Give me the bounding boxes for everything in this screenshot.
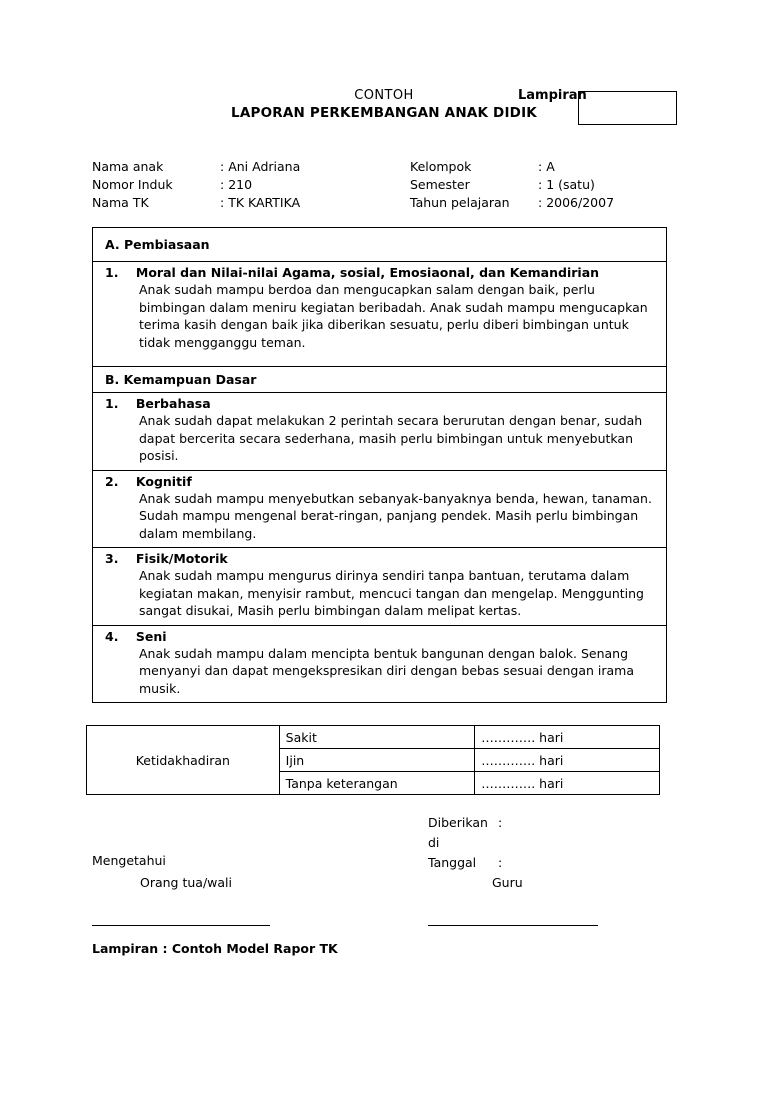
document-page: [0, 88, 768, 1112]
attendance-value: …………. hari: [475, 749, 660, 772]
report-item: [93, 626, 666, 703]
attendance-value: …………. hari: [475, 726, 660, 749]
attendance-kind: Tanpa keterangan: [279, 772, 475, 795]
attendance-value: …………. hari: [475, 772, 660, 795]
report-item-number: 1.: [105, 265, 119, 280]
report-item-heading: Berbahasa: [135, 396, 211, 411]
report-item-title: [105, 265, 658, 280]
value: 2006/2007: [546, 195, 615, 210]
identity-grid: [92, 158, 676, 211]
issue-place-row: [428, 813, 502, 853]
sep: :: [220, 177, 229, 192]
issue-date-sep: :: [498, 855, 503, 870]
title-contoh: CONTOH: [354, 88, 414, 103]
teacher-signature-label: Guru: [492, 875, 523, 890]
value: 1 (satu): [546, 177, 595, 192]
identity-label-tahun-pelajaran: Tahun pelajaran: [410, 195, 510, 210]
parent-signature-label: Orang tua/wali: [140, 875, 232, 890]
report-item-number: 2.: [105, 473, 119, 489]
issue-date-label: Tanggal: [428, 855, 477, 870]
document-header: [0, 88, 768, 136]
sep: :: [538, 177, 547, 192]
sep: :: [220, 195, 229, 210]
report-item-heading: Fisik/Motorik: [135, 551, 228, 566]
page-title: LAPORAN PERKEMBANGAN ANAK DIDIK: [231, 105, 537, 121]
issue-info: [428, 813, 502, 873]
lampiran-label: Lampiran: [518, 88, 587, 103]
report-item-number: 3.: [105, 551, 119, 566]
report-item: [93, 471, 666, 549]
report-item-heading: Kognitif: [135, 473, 192, 489]
report-item-number: 4.: [105, 628, 119, 644]
section-heading-pembiasaan: A. Pembiasaan: [93, 228, 666, 262]
identity-value-tahun-pelajaran: [538, 194, 678, 211]
report-item-title: [105, 551, 658, 566]
signature-area: [0, 813, 768, 933]
issue-place-label: Diberikan di: [428, 815, 488, 850]
report-item-heading: Seni: [135, 628, 167, 644]
identity-label-semester: Semester: [410, 177, 470, 192]
report-item-body: Anak sudah mampu dalam mencipta bentuk bangunan dengan balok. Senang menyanyi dan dapat mengekspresikan diri dengan bebas sesuai dengan irama musik.: [139, 645, 635, 696]
attendance-label: Ketidakhadiran: [87, 726, 280, 795]
value: A: [546, 159, 555, 174]
mengetahui-label: Mengetahui: [92, 853, 166, 868]
value: Ani Adriana: [228, 159, 301, 174]
identity-value-nomor-induk: [220, 176, 410, 193]
report-item-body: Anak sudah dapat melakukan 2 perintah secara berurutan dengan benar, sudah dapat bercerita secara sederhana, masih perlu bimbingan untuk menyebutkan posisi.: [139, 413, 643, 463]
identity-label-nomor-induk: Nomor Induk: [92, 177, 173, 192]
report-item-title: [105, 396, 658, 411]
teacher-signature-line: [428, 925, 598, 926]
identity-value-semester: [538, 176, 678, 193]
report-item-number: 1.: [105, 396, 119, 411]
section-a-body: [93, 262, 666, 367]
issue-place-sep: :: [498, 815, 503, 830]
identity-value-nama-tk: [220, 194, 410, 211]
sep: :: [538, 195, 547, 210]
value: 210: [228, 177, 253, 192]
identity-label-kelompok: Kelompok: [410, 159, 472, 174]
report-item: [93, 548, 666, 626]
report-item-title: [105, 474, 658, 489]
table-row: [87, 726, 660, 749]
identity-label-nama-anak: Nama anak: [92, 159, 164, 174]
report-item-body: Anak sudah mampu mengurus dirinya sendiri tanpa bantuan, terutama dalam kegiatan makan, menyisir rambut, mencuci tangan dan mengelap. Menggunting sangat disukai, Masih perlu bimbingan dalam melipat kertas.: [139, 568, 644, 618]
sep: :: [220, 159, 229, 174]
report-item-title: [105, 629, 658, 644]
report-item-heading: Moral dan Nilai-nilai Agama, sosial, Emosiaonal, dan Kemandirian: [135, 265, 600, 280]
report-item: [93, 393, 666, 471]
report-item-body: Anak sudah mampu berdoa dan mengucapkan salam dengan baik, perlu bimbingan dalam meniru kegiatan beribadah. Anak sudah mampu mengucapkan terima kasih dengan baik jika diberikan sesuatu, perlu diberi bimbingan untuk tidak mengganggu teman.: [139, 282, 648, 350]
report-item: [93, 262, 666, 356]
issue-date-row: [428, 853, 502, 873]
attendance-kind: Sakit: [279, 726, 475, 749]
report-table: [92, 227, 667, 703]
lampiran-box: [578, 91, 677, 125]
parent-signature-line: [92, 925, 270, 926]
footer-note: Lampiran : Contoh Model Rapor TK: [92, 941, 338, 956]
report-item-body: Anak sudah mampu menyebutkan sebanyak-banyaknya benda, hewan, tanaman. Sudah mampu mengenal berat-ringan, panjang pendek. Masih perlu bimbingan dalam membilang.: [139, 490, 652, 541]
value: TK KARTIKA: [228, 195, 301, 210]
attendance-table: [86, 725, 660, 795]
identity-value-kelompok: [538, 158, 678, 175]
section-heading-kemampuan-dasar: B. Kemampuan Dasar: [93, 367, 666, 393]
sep: :: [538, 159, 547, 174]
attendance-kind: Ijin: [279, 749, 475, 772]
identity-value-nama-anak: [220, 158, 410, 175]
identity-label-nama-tk: Nama TK: [92, 195, 149, 210]
